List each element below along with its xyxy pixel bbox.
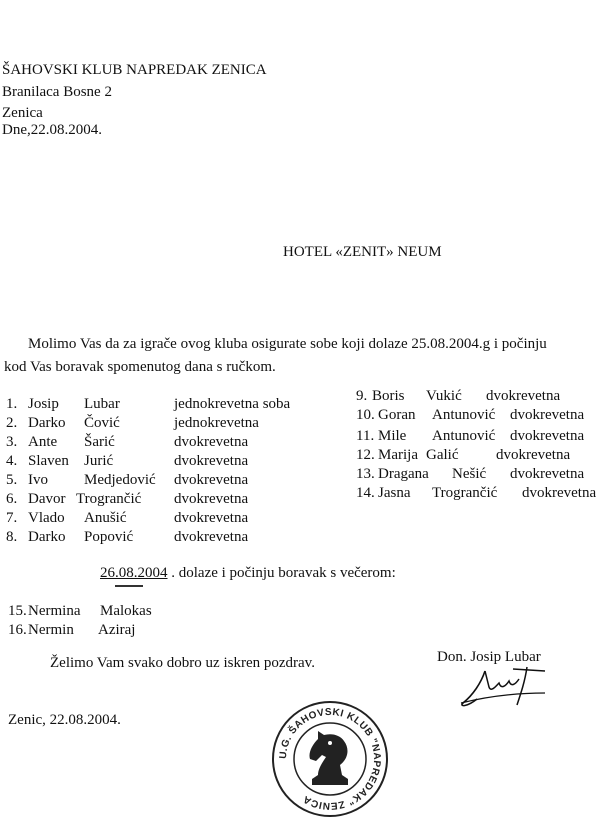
guest-number: 8. bbox=[6, 529, 18, 545]
guest-number: 14. bbox=[356, 485, 375, 501]
guest-room: dvokrevetna bbox=[174, 529, 249, 545]
guest-first-name: Davor bbox=[28, 491, 66, 507]
guest-last-name: Antunović bbox=[432, 407, 496, 423]
guest-number: 15. bbox=[8, 603, 27, 619]
closing-line: Želimo Vam svako dobro uz iskren pozdrav. bbox=[50, 655, 315, 671]
guest-last-name: Vukić bbox=[426, 388, 462, 404]
club-street: Branilaca Bosne 2 bbox=[2, 84, 112, 100]
guest-last-name: Anušić bbox=[84, 510, 127, 526]
guest-room: jednokrevetna soba bbox=[174, 396, 291, 412]
guest-last-name: Čović bbox=[84, 415, 120, 431]
guest-number: 1. bbox=[6, 396, 18, 412]
guest-first-name: Marija bbox=[378, 447, 418, 463]
second-arrival-line bbox=[100, 566, 396, 581]
guest-last-name: Šarić bbox=[84, 434, 115, 450]
guest-room: dvokrevetna bbox=[174, 510, 249, 526]
guest-number: 4. bbox=[6, 453, 18, 469]
guest-number: 16. bbox=[8, 622, 27, 638]
request-line-2: kod Vas boravak spomenutog dana s ručkom. bbox=[4, 359, 276, 375]
recipient: HOTEL «ZENIT» NEUM bbox=[283, 244, 442, 260]
guest-last-name: Antunović bbox=[432, 428, 496, 444]
guest-room: dvokrevetna bbox=[510, 466, 585, 482]
guest-room: dvokrevetna bbox=[496, 447, 571, 463]
guest-room: dvokrevetna bbox=[174, 472, 249, 488]
guest-number: 5. bbox=[6, 472, 18, 488]
guest-last-name: Nešić bbox=[452, 466, 487, 482]
chess-knight-icon bbox=[309, 731, 348, 785]
guest-room: dvokrevetna bbox=[510, 428, 585, 444]
guest-first-name: Nermin bbox=[28, 622, 74, 638]
guest-first-name: Dragana bbox=[378, 466, 429, 482]
guest-number: 7. bbox=[6, 510, 18, 526]
place-date: Zenic, 22.08.2004. bbox=[8, 712, 121, 728]
guest-room: dvokrevetna bbox=[174, 434, 249, 450]
guest-last-name: Trogrančić bbox=[76, 491, 142, 507]
guest-last-name: Medjedović bbox=[84, 472, 156, 488]
svg-text:U.G. ŠAHOVSKI KLUB "NAPREDAK": U.G. ŠAHOVSKI KLUB "NAPREDAK" ZENICA bbox=[277, 706, 383, 812]
guest-first-name: Darko bbox=[28, 529, 66, 545]
guest-last-name: Jurić bbox=[84, 453, 114, 469]
guest-last-name: Aziraj bbox=[98, 622, 136, 638]
guest-first-name: Jasna bbox=[378, 485, 411, 501]
second-arrival-text: . dolaze i počinju boravak s večerom: bbox=[171, 565, 396, 581]
guest-first-name: Mile bbox=[378, 428, 407, 444]
guest-room: dvokrevetna bbox=[174, 491, 249, 507]
stamp-seal bbox=[270, 697, 390, 821]
guest-number: 12. bbox=[356, 447, 375, 463]
club-stamp bbox=[270, 697, 390, 821]
guest-first-name: Darko bbox=[28, 415, 66, 431]
scribble-mark bbox=[115, 585, 143, 587]
request-line-1: Molimo Vas da za igrače ovog kluba osigurate sobe koji dolaze 25.08.2004.g i počinju bbox=[28, 336, 547, 352]
guest-first-name: Ivo bbox=[28, 472, 48, 488]
guest-last-name: Galić bbox=[426, 447, 459, 463]
guest-last-name: Trogrančić bbox=[432, 485, 498, 501]
guest-first-name: Josip bbox=[28, 396, 59, 412]
guest-number: 10. bbox=[356, 407, 375, 423]
club-city: Zenica bbox=[2, 105, 43, 121]
guest-last-name: Malokas bbox=[100, 603, 152, 619]
guest-number: 9. bbox=[356, 388, 368, 404]
guest-first-name: Slaven bbox=[28, 453, 69, 469]
second-arrival-date: 26.08.2004 bbox=[100, 565, 168, 581]
guest-room: jednokrevetna bbox=[174, 415, 259, 431]
letter-date: Dne,22.08.2004. bbox=[2, 122, 102, 138]
guest-room: dvokrevetna bbox=[522, 485, 597, 501]
guest-room: dvokrevetna bbox=[174, 453, 249, 469]
signature bbox=[455, 663, 550, 711]
guest-last-name: Lubar bbox=[84, 396, 120, 412]
guest-number: 3. bbox=[6, 434, 18, 450]
signatory-name: Don. Josip Lubar bbox=[437, 649, 541, 665]
guest-first-name: Ante bbox=[28, 434, 58, 450]
guest-first-name: Boris bbox=[372, 388, 405, 404]
guest-first-name: Vlado bbox=[28, 510, 65, 526]
guest-last-name: Popović bbox=[84, 529, 134, 545]
guest-first-name: Nermina bbox=[28, 603, 81, 619]
guest-number: 11. bbox=[356, 428, 375, 444]
guest-number: 13. bbox=[356, 466, 375, 482]
guest-number: 2. bbox=[6, 415, 18, 431]
guest-room: dvokrevetna bbox=[486, 388, 561, 404]
club-name: ŠAHOVSKI KLUB NAPREDAK ZENICA bbox=[2, 62, 267, 78]
guest-number: 6. bbox=[6, 491, 18, 507]
guest-room: dvokrevetna bbox=[510, 407, 585, 423]
guest-first-name: Goran bbox=[378, 407, 416, 423]
